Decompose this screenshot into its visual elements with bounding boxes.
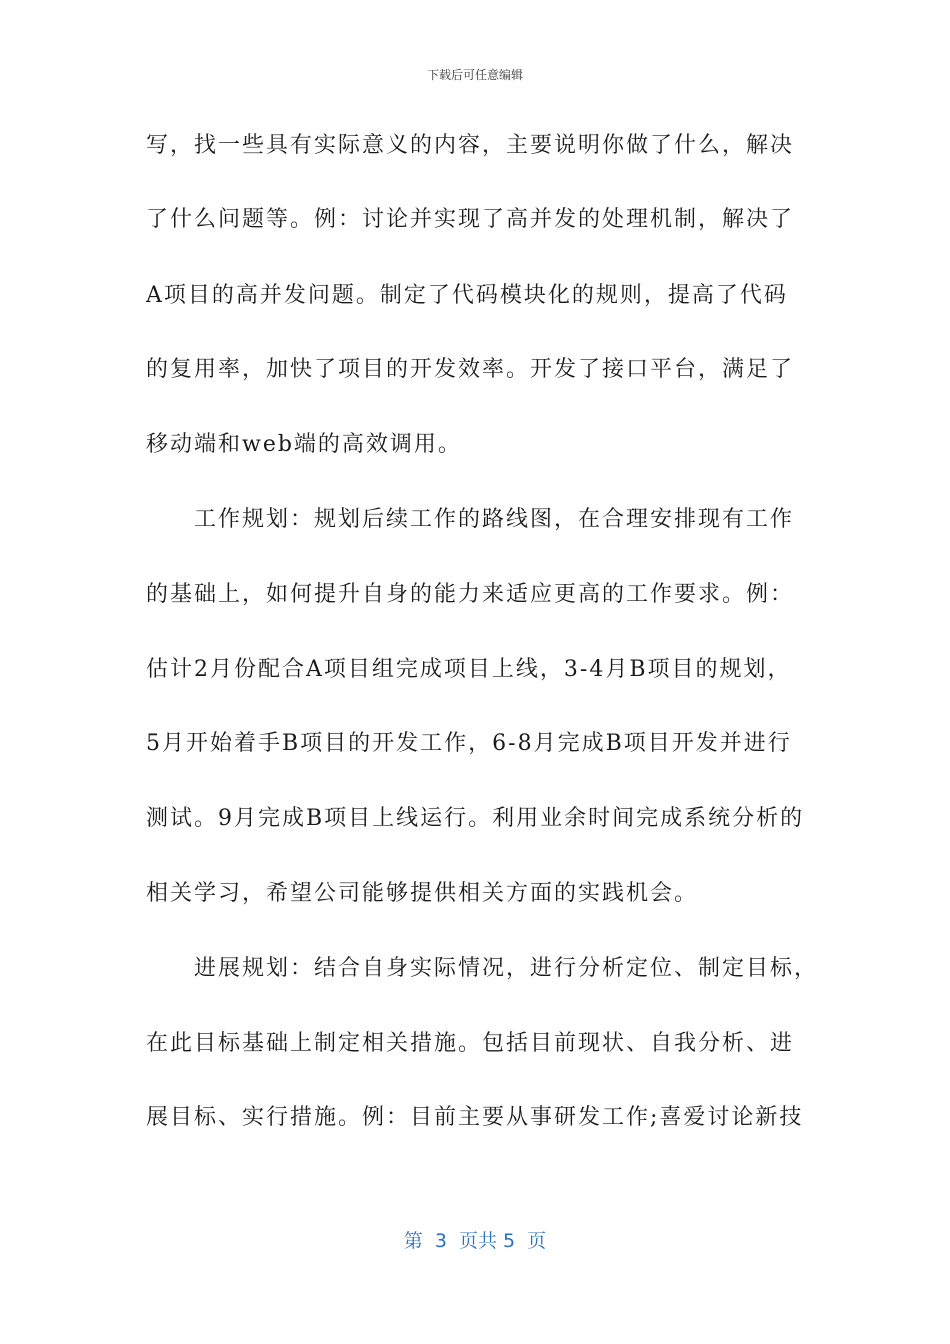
text-line: 了什么问题等。例：讨论并实现了高并发的处理机制，解决了 xyxy=(146,207,795,232)
text-line: A项目的高并发问题。制定了代码模块化的规则，提高了代码 xyxy=(146,283,788,308)
text-line: 相关学习，希望公司能够提供相关方面的实践机会。 xyxy=(146,881,699,906)
paragraph-first-line: 进展规划：结合自身实际情况，进行分析定位、制定目标， xyxy=(194,956,819,981)
page-number-footer: 第 3 页共 5 页 xyxy=(403,1230,547,1252)
text-line: 写，找一些具有实际意义的内容，主要说明你做了什么，解决 xyxy=(146,133,795,158)
text-line: 估计2月份配合A项目组完成项目上线，3-4月B项目的规划， xyxy=(146,657,792,682)
text-line: 的复用率，加快了项目的开发效率。开发了接口平台，满足了 xyxy=(146,357,795,382)
paragraph-first-line: 工作规划：规划后续工作的路线图，在合理安排现有工作 xyxy=(194,507,795,532)
text-line: 在此目标基础上制定相关措施。包括目前现状、自我分析、进 xyxy=(146,1031,795,1056)
text-line: 5月开始着手B项目的开发工作，6-8月完成B项目开发并进行 xyxy=(146,731,792,756)
page-header: 下载后可任意编辑 xyxy=(426,68,523,82)
text-line: 展目标、实行措施。例：目前主要从事研发工作;喜爱讨论新技 xyxy=(146,1105,804,1130)
text-line: 的基础上，如何提升自身的能力来适应更高的工作要求。例： xyxy=(146,582,795,607)
text-line: 测试。9月完成B项目上线运行。利用业余时间完成系统分析的 xyxy=(146,806,805,831)
text-line: 移动端和web端的高效调用。 xyxy=(146,432,462,457)
